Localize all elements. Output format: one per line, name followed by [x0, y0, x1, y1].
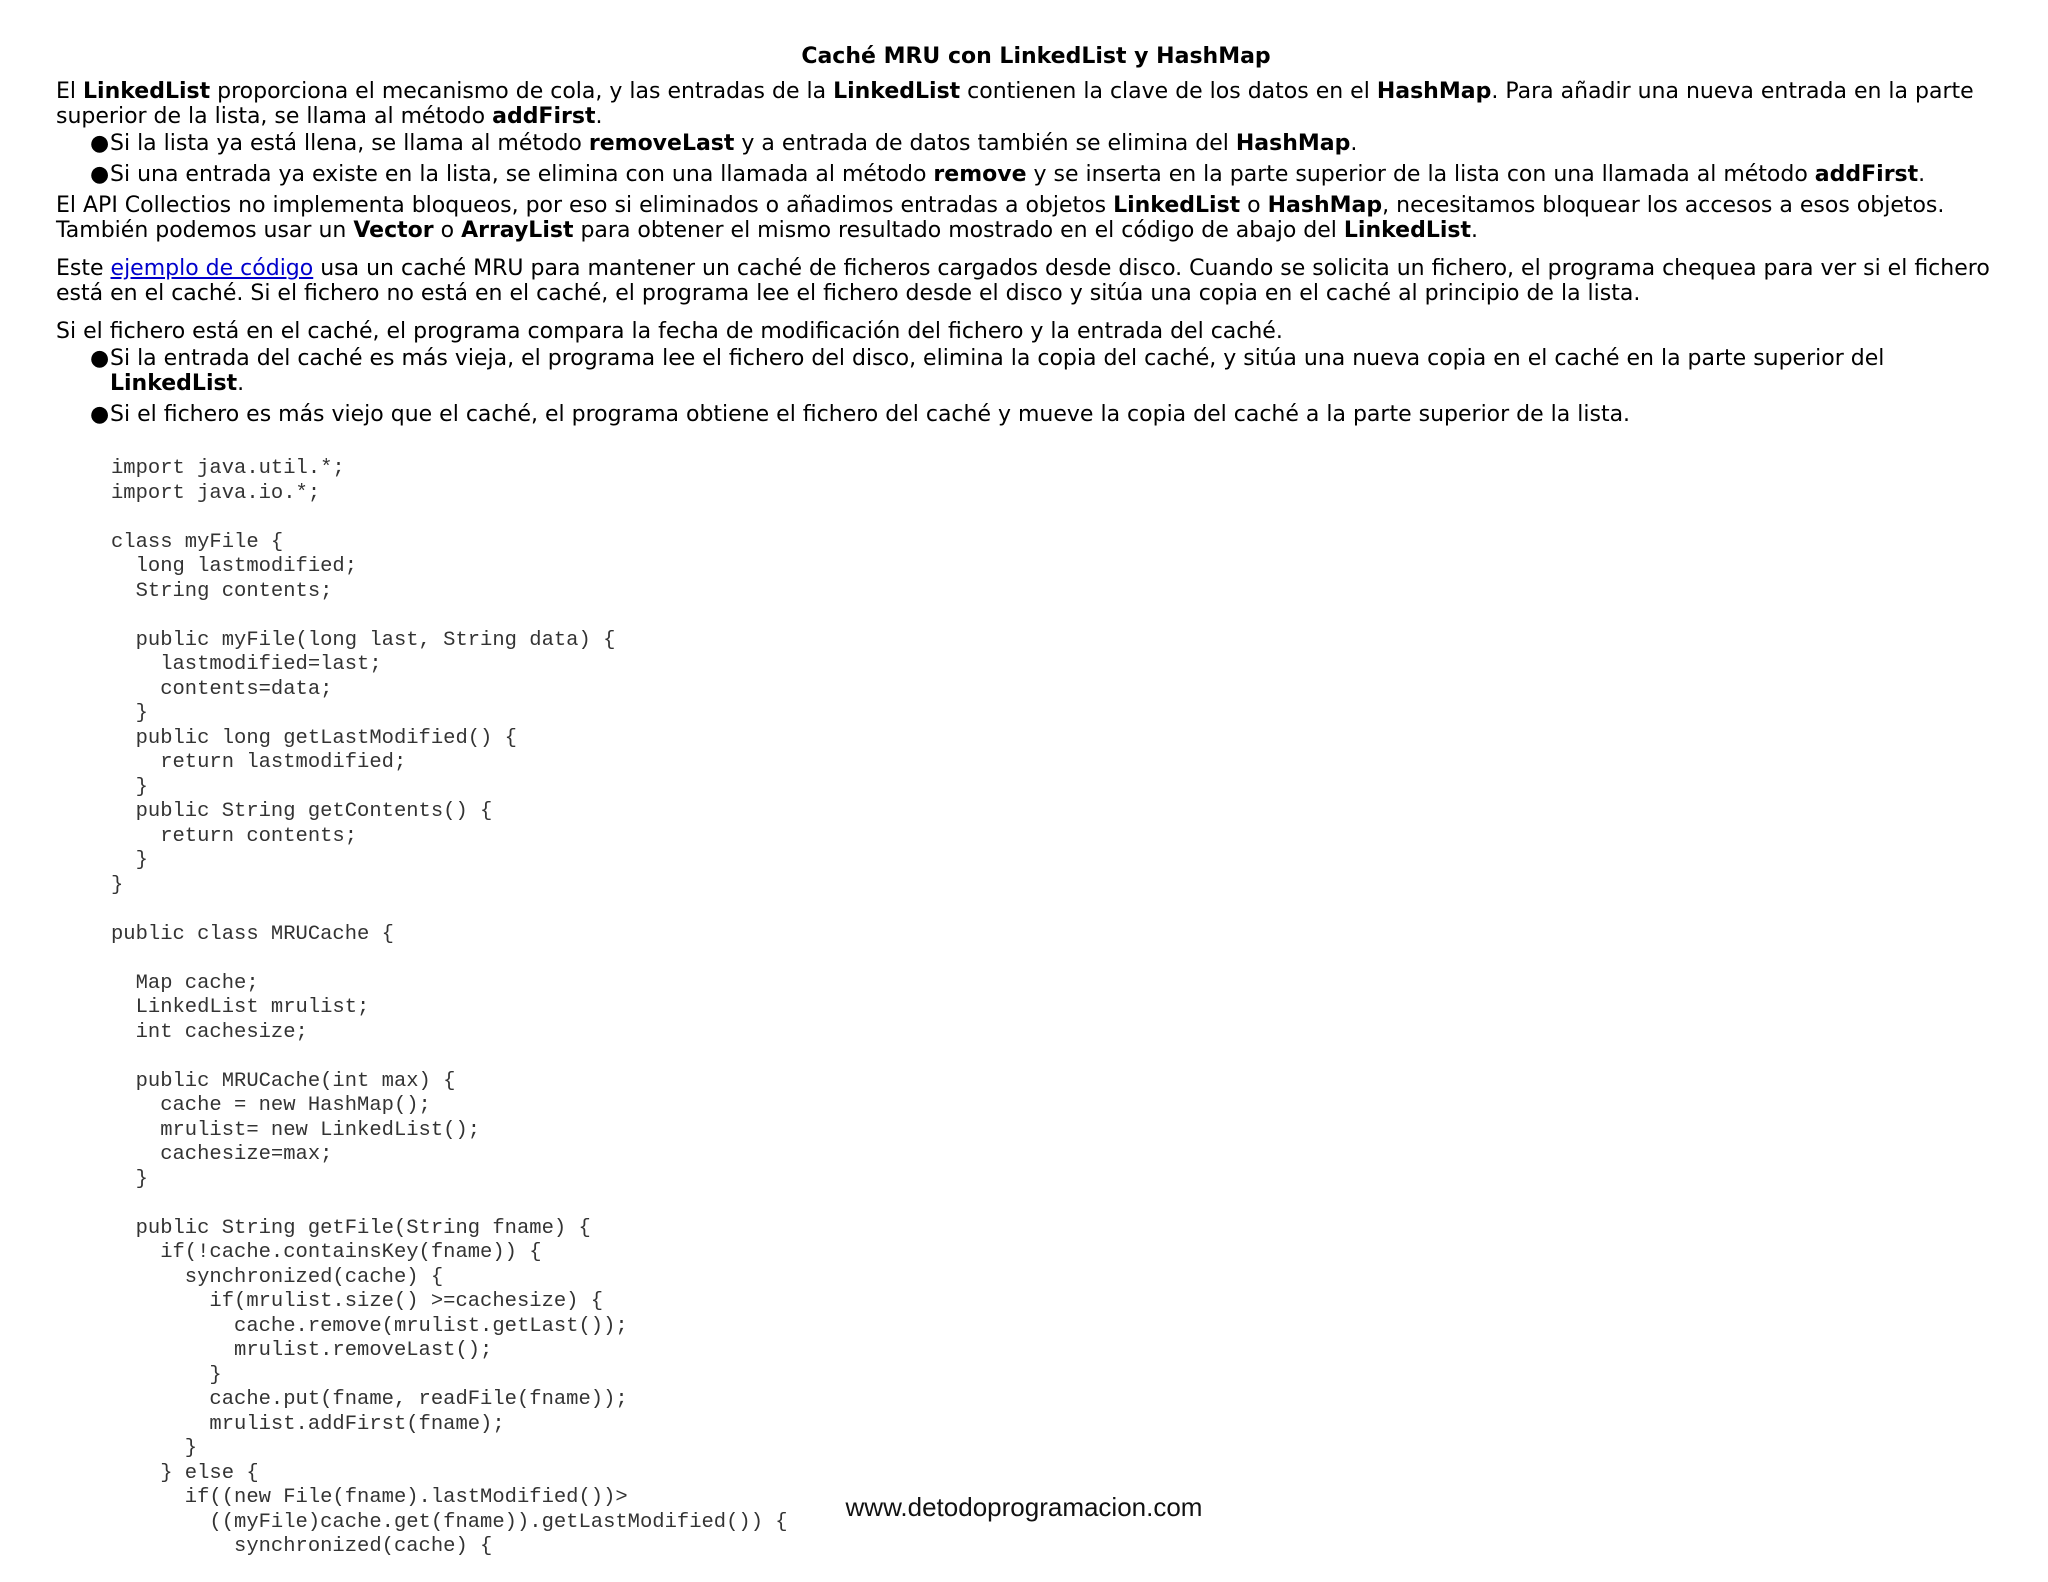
- bold-term: addFirst: [1814, 162, 1919, 187]
- list-item: [90, 346, 2016, 396]
- bold-term: LinkedList: [83, 79, 211, 104]
- text-run: para obtener el mismo resultado mostrado en el código de abajo del: [573, 218, 1344, 243]
- bold-term: Vector: [353, 218, 434, 243]
- example-paragraph: [56, 256, 2016, 306]
- text-run: o: [433, 218, 462, 243]
- bold-term: remove: [933, 162, 1027, 187]
- text-run: Si la lista ya está llena, se llama al método: [110, 131, 589, 156]
- bullet-list-2: [56, 346, 2016, 427]
- locking-paragraph: [56, 193, 2016, 243]
- page-title: Caché MRU con LinkedList y HashMap: [801, 44, 1271, 69]
- bullet-icon: ●: [90, 402, 110, 427]
- text-run: .: [595, 104, 603, 129]
- text-run: contienen la clave de los datos en el: [960, 79, 1377, 104]
- code-listing: import java.util.*; import java.io.*; class myFile { long lastmodified; String contents; public myFile(long last, String data) { lastmodified=last; contents=data; } public long getLastModified() { return lastmodified; } public String getContents() { return contents; } } public class MRUCache { Map cache; LinkedList mrulist; int cachesize; public MRUCache(int max) { cache = new HashMap(); mrulist= new LinkedList(); cachesize=max; } public String getFile(String fname) { if(!cache.containsKey(fname)) { synchronized(cache) { if(mrulist.size() >=cachesize) { cache.remove(mrulist.getLast()); mrulist.removeLast(); } cache.put(fname, readFile(fname)); mrulist.addFirst(fname); } } else { if((new File(fname).lastModified())> ((myFile)cache.get(fname)).getLastModified()) { synchronized(cache) {: [111, 457, 788, 1558]
- text-run: .: [1471, 218, 1478, 243]
- text-run: .: [1918, 162, 1926, 187]
- document-page: [56, 44, 2016, 1560]
- text-run: . Para añadir una nueva entrada en la parte superior de la lista, se llama al método: [56, 79, 1974, 129]
- bold-term: LinkedList: [1113, 193, 1241, 218]
- text-run: Si la entrada del caché es más vieja, el programa lee el fichero del disco, elimina la copia del caché, y sitúa una nueva copia en el caché en la parte superior del: [110, 346, 1885, 371]
- list-item: [90, 402, 2016, 427]
- text-run: usa un caché MRU para mantener un caché de ficheros cargados desde disco. Cuando se solicita un fichero, el programa chequea para ver si el fichero está en el caché. Si el fichero no está en el caché, el programa lee el fichero desde el disco y sitúa una copia en el caché al principio de la lista.: [56, 256, 1990, 306]
- text-run: proporciona el mecanismo de cola, y las entradas de la: [210, 79, 834, 104]
- intro-paragraph: [56, 79, 2016, 129]
- bullet-list-1: [56, 131, 2016, 187]
- list-item: [90, 131, 2016, 156]
- bold-term: ArrayList: [461, 218, 574, 243]
- bold-term: HashMap: [1235, 131, 1351, 156]
- text-run: Si el fichero es más viejo que el caché, el programa obtiene el fichero del caché y mueve la copia del caché a la parte superior de la lista.: [110, 402, 1631, 427]
- bullet-icon: ●: [90, 346, 110, 371]
- bullet-icon: ●: [90, 162, 110, 187]
- text-run: Este: [56, 256, 111, 281]
- text-run: y a entrada de datos también se elimina del: [734, 131, 1236, 156]
- text-run: , necesitamos bloquear los accesos a esos objetos. También podemos usar un: [56, 193, 1945, 243]
- bold-term: addFirst: [492, 104, 596, 129]
- text-run: Si una entrada ya existe en la lista, se elimina con una llamada al método: [110, 162, 934, 187]
- list-item: [90, 162, 2016, 187]
- text-run: o: [1240, 193, 1268, 218]
- bold-term: HashMap: [1267, 193, 1383, 218]
- bold-term: LinkedList: [833, 79, 961, 104]
- text-run: El: [56, 79, 84, 104]
- text-run: El API Collectios no implementa bloqueos, por eso si eliminados o añadimos entradas a objetos: [56, 193, 1114, 218]
- bold-term: HashMap: [1376, 79, 1492, 104]
- footer-url: www.detodoprogramacion.com: [845, 1492, 1203, 1522]
- bold-term: removeLast: [588, 131, 735, 156]
- bold-term: LinkedList: [110, 371, 238, 396]
- text-run: .: [237, 371, 245, 396]
- example-code-link[interactable]: ejemplo de código: [110, 256, 314, 281]
- text-run: .: [1350, 131, 1358, 156]
- bullet-icon: ●: [90, 131, 110, 156]
- text-run: y se inserta en la parte superior de la lista con una llamada al método: [1026, 162, 1815, 187]
- bold-term: LinkedList: [1343, 218, 1471, 243]
- cache-check-paragraph: Si el fichero está en el caché, el programa compara la fecha de modificación del fichero y la entrada del caché.: [56, 319, 1283, 344]
